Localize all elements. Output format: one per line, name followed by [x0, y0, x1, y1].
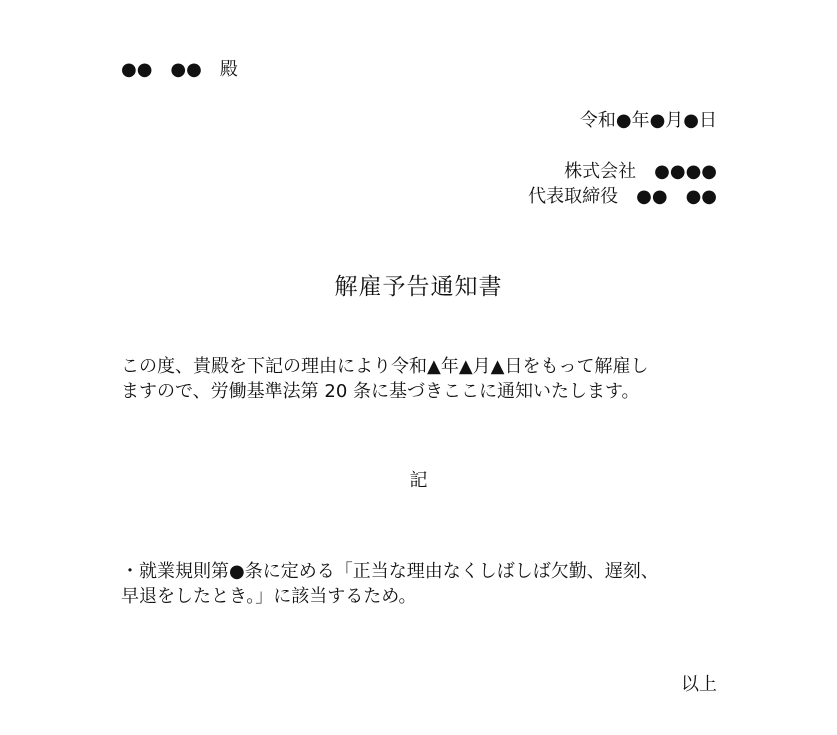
notice-body-line: この度、貴殿を下記の理由により令和▲年▲月▲日をもって解雇し: [121, 356, 649, 377]
recipient-name: ●● ●● 殿: [121, 59, 238, 80]
notice-body-line: ますので、労働基準法第 20 条に基づきここに通知いたします。: [121, 381, 640, 402]
document-title: 解雇予告通知書: [334, 274, 503, 300]
dismissal-reason-line: ・就業規則第●条に定める「正当な理由なくしばしば欠勤、遅刻、: [121, 561, 659, 582]
dismissal-reason-line: 早退をしたとき。」に該当するため。: [121, 586, 417, 607]
company-name: 株式会社 ●●●●: [564, 161, 717, 182]
issue-date: 令和●年●月●日: [579, 110, 717, 131]
representative-name: 代表取締役 ●● ●●: [528, 186, 717, 207]
ki-label: 記: [409, 470, 428, 491]
dismissal-reason: [121, 559, 721, 609]
notice-body: [121, 354, 721, 404]
closing-mark: 以上: [681, 674, 717, 695]
